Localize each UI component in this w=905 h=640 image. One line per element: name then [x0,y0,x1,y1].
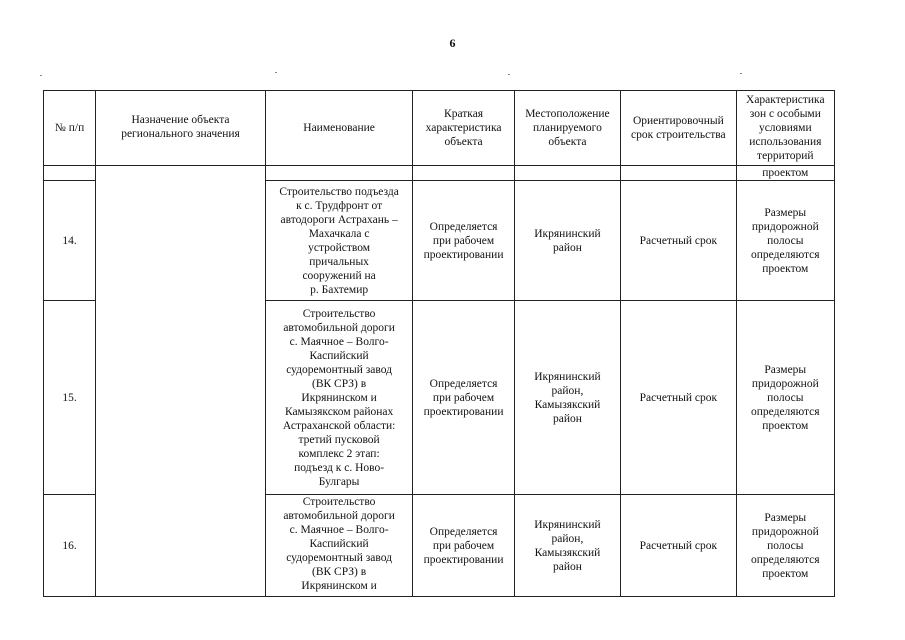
cell-location [514,181,620,301]
cell-name-text: Строительство подъезда к с. Трудфронт от автодороги Астрахань – Махачкала с устройством причальных сооружений на р. Бахтемир [279,185,399,296]
cell-characteristic-text: Определяется при рабочем проектировании [423,220,504,261]
cell-location-text: Икрянинский район [534,227,601,254]
table-row-continuation [44,166,835,181]
header-zones [736,91,834,166]
cell-location [514,301,620,495]
scan-speck [740,73,742,74]
header-zones-text: Характеристика зон с особыми условиями использования территорий [746,94,825,162]
cell-characteristic [413,181,514,301]
cell-zones [736,181,834,301]
cell-zones-text: Размеры придорожной полосы определяются проектом [750,363,820,432]
cell-characteristic-text: Определяется при рабочем проектировании [423,377,504,418]
cell-name-text: Строительство автомобильной дороги с. Маячное – Волго- Каспийский судоремонтный завод (ВК СРЗ) в Икрянинском и [283,496,395,592]
cell-term [621,166,736,181]
cell-zones-text: Размеры придорожной полосы определяются проектом [750,206,820,275]
header-location-text: Местоположение планируемого объекта [525,108,610,148]
header-purpose-text: Назначение объекта регионального значения [121,114,240,140]
page-number: 6 [449,36,456,50]
cell-name [265,301,413,495]
scan-speck [508,74,510,75]
cell-num: 16. [44,495,96,597]
scan-speck [275,72,277,73]
header-location [514,91,620,166]
cell-location-text: Икрянинский район, Камызякский район [534,518,601,573]
cell-location [514,166,620,181]
regional-objects-table [43,90,835,597]
header-characteristic-text: Краткая характеристика объекта [425,108,502,148]
cell-characteristic-text: Определяется при рабочем проектировании [423,525,504,566]
cell-term: Расчетный срок [621,495,736,597]
header-term [621,91,736,166]
scan-speck [40,75,42,76]
cell-term: Расчетный срок [621,181,736,301]
cell-num [44,166,96,181]
header-name: Наименование [265,91,413,166]
cell-num: 14. [44,181,96,301]
cell-term: Расчетный срок [621,301,736,495]
cell-zones [736,301,834,495]
cell-characteristic [413,495,514,597]
header-characteristic [413,91,514,166]
cell-purpose-merged [96,166,266,597]
table-header-row [44,91,835,166]
cell-name-text: Строительство автомобильной дороги с. Маячное – Волго- Каспийский судоремонтный завод (ВК СРЗ) в Икрянинском и Камызякском районах Астраханской области: третий пусковой комплекс 2 этап: подъезд к с. Ново- Булгары [282,307,396,488]
header-purpose [96,91,266,166]
cell-location [514,495,620,597]
header-num: № п/п [44,91,96,166]
header-term-text: Ориентировочный срок строительства [631,115,726,141]
cell-characteristic [413,301,514,495]
cell-name [265,495,413,597]
cell-num: 15. [44,301,96,495]
cell-location-text: Икрянинский район, Камызякский район [534,370,601,425]
cell-name [265,166,413,181]
cell-zones: проектом [736,166,834,181]
cell-zones [736,495,834,597]
cell-name [265,181,413,301]
cell-zones-text: Размеры придорожной полосы определяются проектом [750,511,820,580]
cell-characteristic [413,166,514,181]
